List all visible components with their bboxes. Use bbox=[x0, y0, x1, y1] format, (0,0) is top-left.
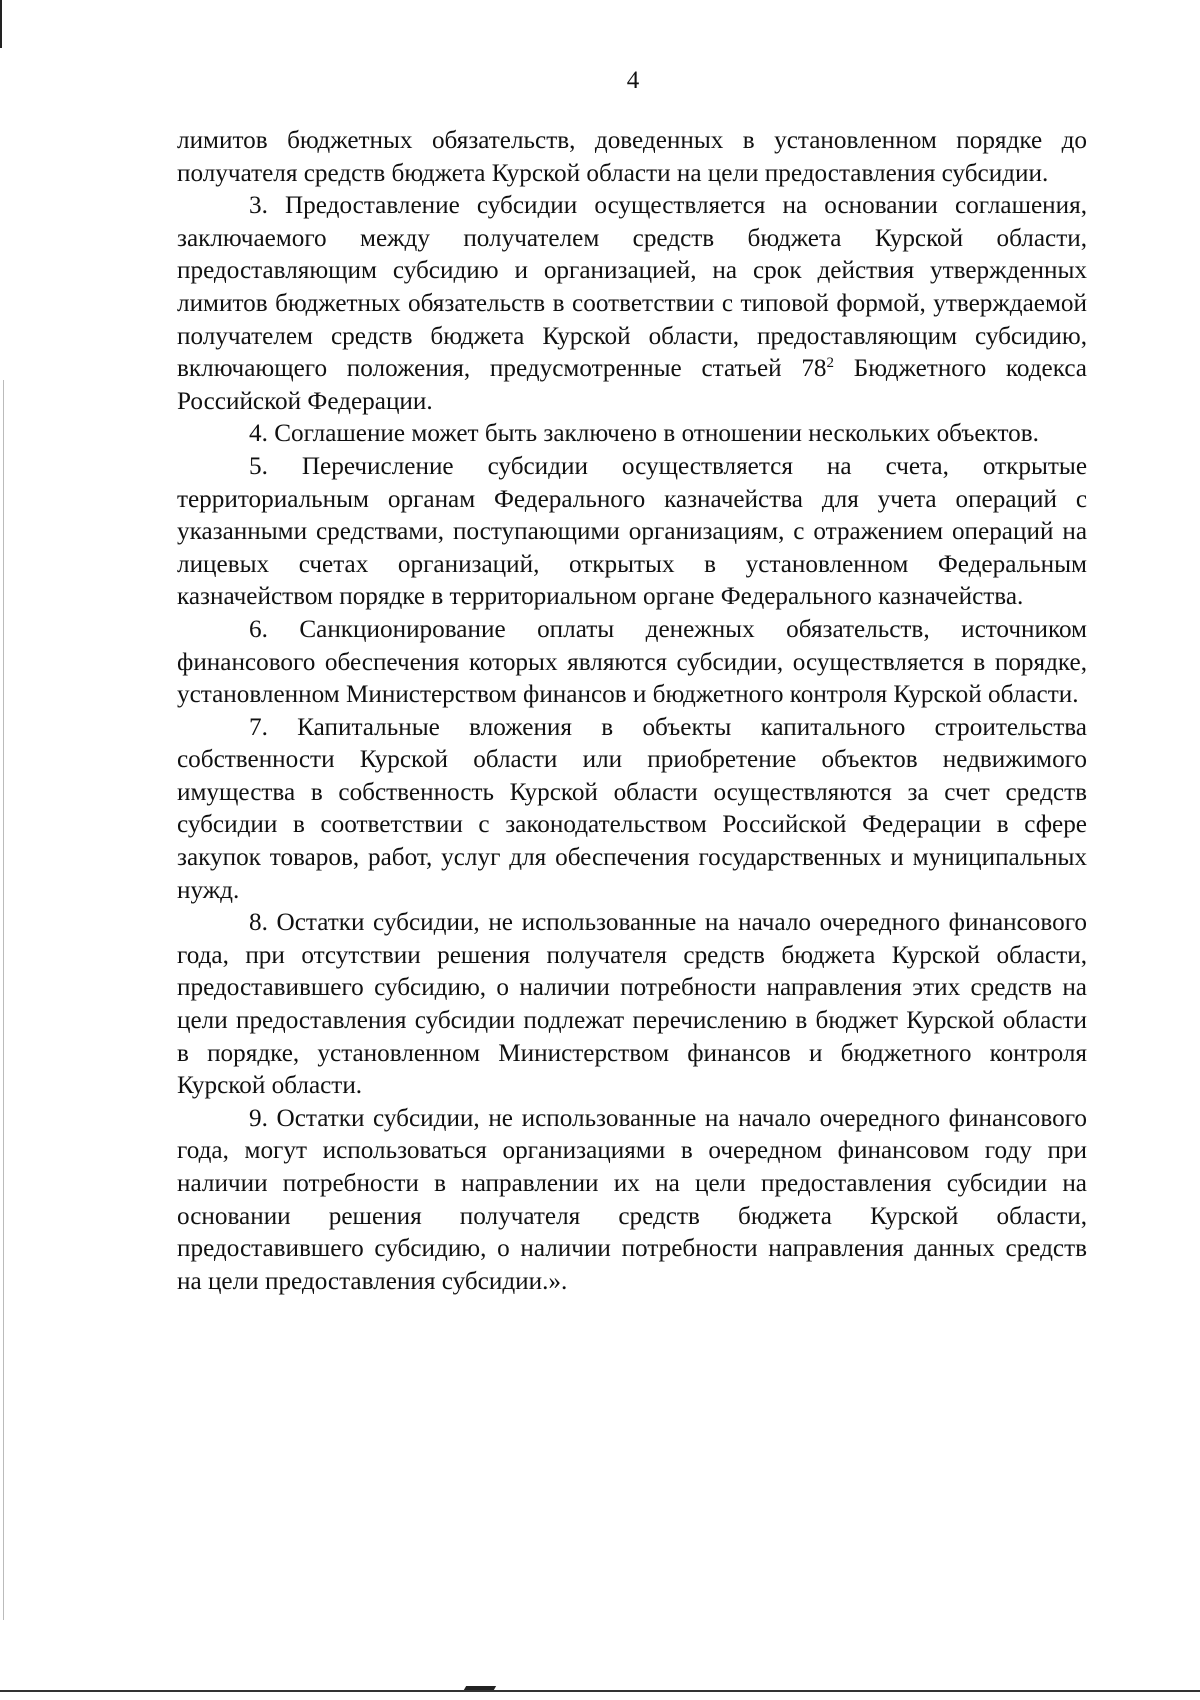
paragraph-4: 4. Соглашение может быть заключено в отношении нескольких объектов. bbox=[249, 420, 1039, 448]
paragraph-3-tail: Бюджетного кодекса Российской Федерации. bbox=[177, 355, 1087, 415]
paragraph-6: 6. Санкционирование оплаты денежных обязательств, источником финансового обеспечения которых являются субсидии, осуществляется в порядке, установленном Министерством финансов и бюджетного контроля Курской области. bbox=[177, 615, 1087, 709]
paragraph-7: 7. Капитальные вложения в объекты капитального строительства собственности Курской области или приобретение объектов недвижимого имущества в собственность Курской области осуществляются за счет средств субсидии в соответствии с законодательством Российской Федерации в сфере закупок товаров, работ, услуг для обеспечения государственных и муниципальных нужд. bbox=[177, 713, 1087, 904]
scan-edge-bottom bbox=[0, 1690, 1200, 1692]
paragraph-9: 9. Остатки субсидии, не использованные на начало очередного финансового года, могут использоваться организациями в очередном финансовом году при наличии потребности в направлении их на цели предоставления субсидии на основании решения получателя средств бюджета Курской области, предоставившего субсидию, о наличии потребности направления данных средств на цели предоставления субсидии.». bbox=[177, 1104, 1087, 1295]
page-number: 4 bbox=[626, 67, 640, 94]
paragraph-8: 8. Остатки субсидии, не использованные на начало очередного финансового года, при отсутствии решения получателя средств бюджета Курской области, предоставившего субсидию, о наличии потребности направления этих средств на цели предоставления субсидии подлежат перечислению в бюджет Курской области в порядке, установленном Министерством финансов и бюджетного контроля Курской области. bbox=[177, 909, 1087, 1100]
document-body bbox=[177, 125, 1087, 1298]
paragraph-continuation: лимитов бюджетных обязательств, доведенных в установленном порядке до получателя средств бюджета Курской области на цели предоставления субсидии. bbox=[177, 127, 1087, 187]
paragraph-5: 5. Перечисление субсидии осуществляется на счета, открытые территориальным органам Федерального казначейства для учета операций с указанными средствами, поступающими организациям, с отражением операций на лицевых счетах организаций, открытых в установленном Федеральным казначейством порядке в территориальном органе Федерального казначейства. bbox=[177, 452, 1087, 611]
paragraph-3-superscript: 2 bbox=[826, 355, 835, 372]
paragraph-3-text: 3. Предоставление субсидии осуществляется на основании соглашения, заключаемого между получателем средств бюджета Курской области, предоставляющим субсидию и организацией, на срок действия утвержденных лимитов бюджетных обязательств в соответствии с типовой формой, утверждаемой получателем средств бюджета Курской области, предоставляющим субсидию, включающего положения, предусмотренные статьей 78 bbox=[177, 192, 1087, 383]
scan-edge-left bbox=[0, 0, 2, 48]
scan-edge-left-faint bbox=[3, 380, 4, 1620]
paragraph-3 bbox=[177, 190, 1087, 418]
scan-mark bbox=[464, 1686, 496, 1690]
